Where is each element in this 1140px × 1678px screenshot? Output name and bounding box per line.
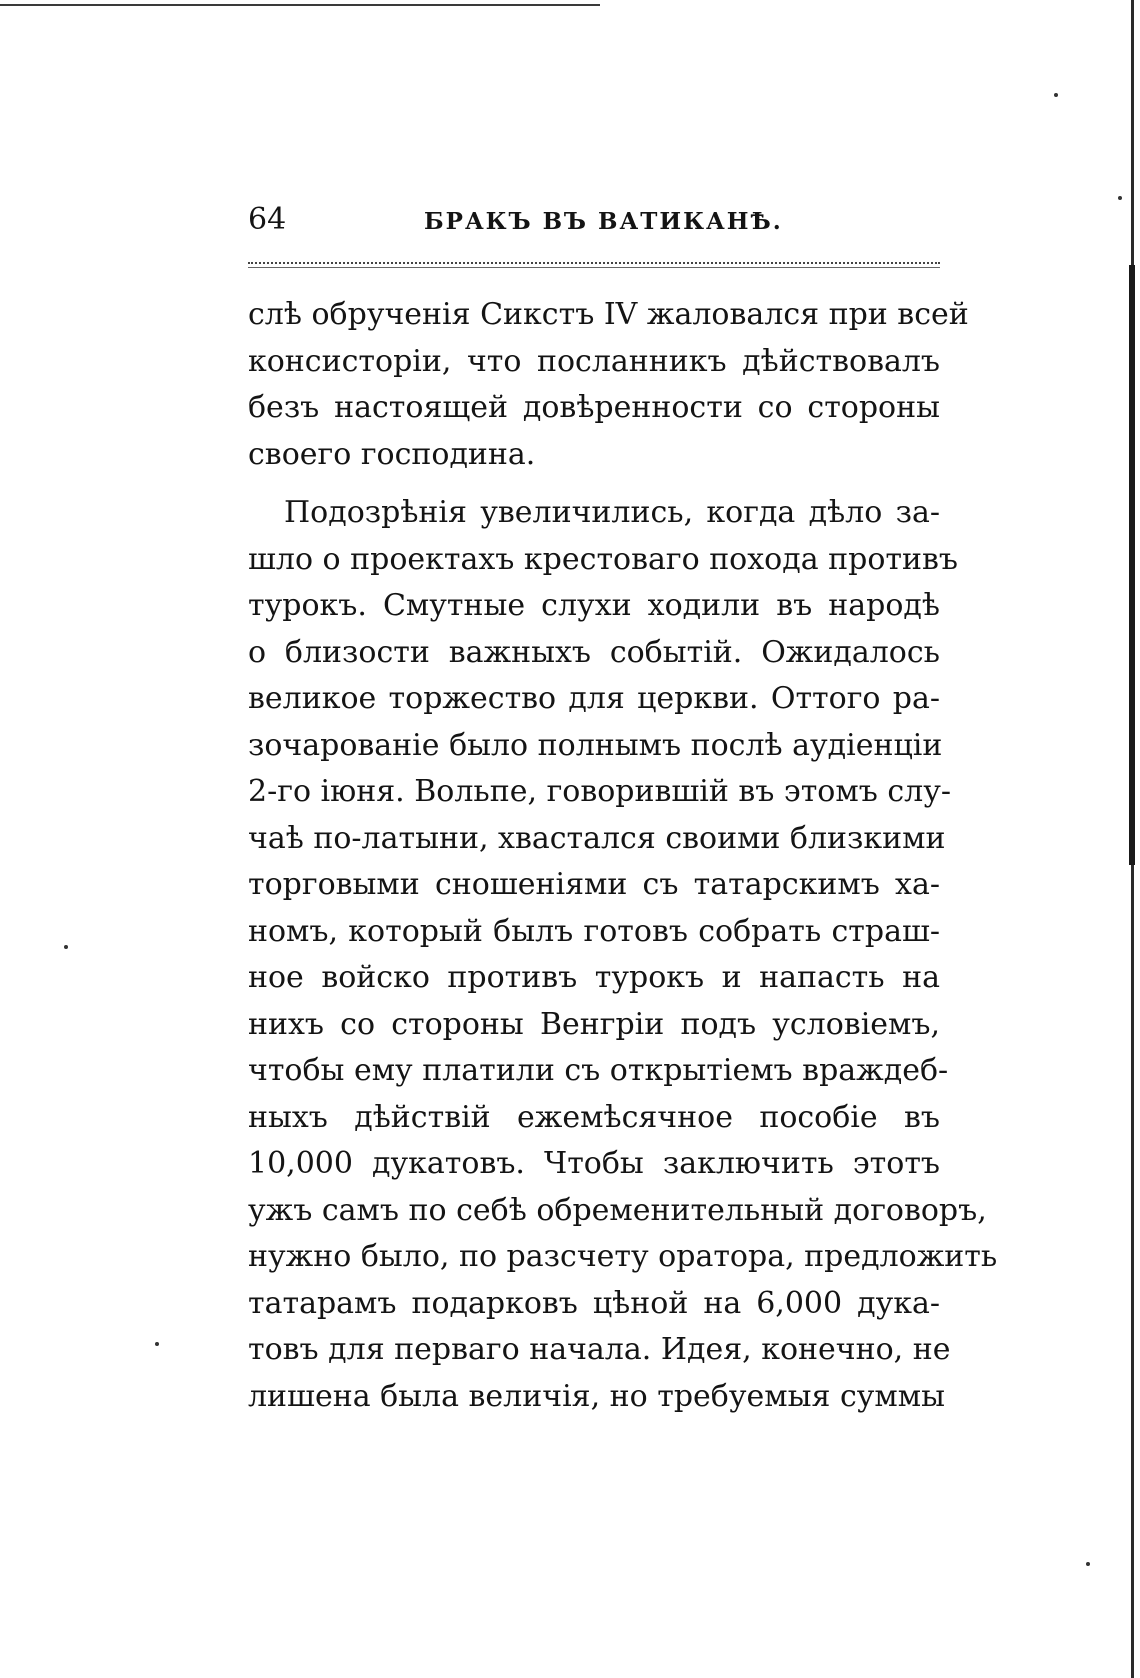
text-line: своего господина. (248, 436, 536, 472)
header-rule (248, 262, 940, 268)
running-title: БРАКЪ ВЪ ВАТИКАНѢ. (424, 208, 783, 235)
text-line: торговыми сношеніями съ татарскимъ ха- (248, 867, 940, 902)
print-speck (1054, 93, 1058, 97)
paragraph-2 (248, 490, 998, 1420)
text-line: слѣ обрученія Сикстъ IV жаловался при всей (248, 297, 969, 332)
text-line: зочарованіе было полнымъ послѣ аудіенціи (248, 727, 943, 763)
text-line: ныхъ дѣйствій ежемѣсячное пособіе въ (248, 1099, 940, 1135)
print-speck (64, 945, 68, 949)
text-line: 10,000 дукатовъ. Чтобы заключить этотъ (248, 1146, 940, 1181)
print-speck (1086, 1562, 1090, 1566)
text-line: безъ настоящей довѣренности со стороны (248, 390, 940, 425)
text-line: шло о проектахъ крестоваго похода противъ (248, 541, 958, 577)
text-line: номъ, который былъ готовъ собрать страш- (248, 913, 940, 949)
binding-shadow (1129, 265, 1135, 865)
text-line: татарамъ подарковъ цѣной на 6,000 дука- (248, 1285, 940, 1321)
page-header (248, 198, 938, 248)
text-line-indented: Подозрѣнія увеличились, когда дѣло за- (284, 495, 940, 530)
text-line: о близости важныхъ событій. Ожидалось (248, 634, 940, 670)
text-line: товъ для перваго начала. Идея, конечно, не (248, 1332, 951, 1367)
print-speck (155, 1342, 159, 1346)
text-line: чтобы ему платили съ открытіемъ враждеб- (248, 1053, 949, 1088)
text-line: ное войско противъ турокъ и напасть на (248, 960, 940, 995)
paragraph-gap (248, 478, 940, 490)
text-line: консисторіи, что посланникъ дѣйствовалъ (248, 343, 940, 379)
page-number: 64 (248, 202, 287, 237)
text-line: чаѣ по-латыни, хвастался своими близкими (248, 820, 946, 856)
text-line: нихъ со стороны Венгріи подъ условіемъ, (248, 1006, 940, 1042)
text-line: ужъ самъ по себѣ обременительный договоръ, (248, 1192, 987, 1228)
scan-top-rule (0, 4, 600, 6)
text-line: великое торжество для церкви. Оттого ра- (248, 681, 940, 716)
text-line: нужно было, по разсчету оратора, предложить (248, 1239, 998, 1274)
body-text (248, 292, 998, 1420)
text-line: турокъ. Смутные слухи ходили въ народѣ (248, 588, 940, 623)
text-line: лишена была величія, но требуемыя суммы (248, 1378, 945, 1414)
print-speck (1118, 196, 1122, 200)
text-line: 2-го іюня. Вольпе, говорившій въ этомъ слу- (248, 774, 951, 809)
paragraph-1 (248, 292, 969, 478)
